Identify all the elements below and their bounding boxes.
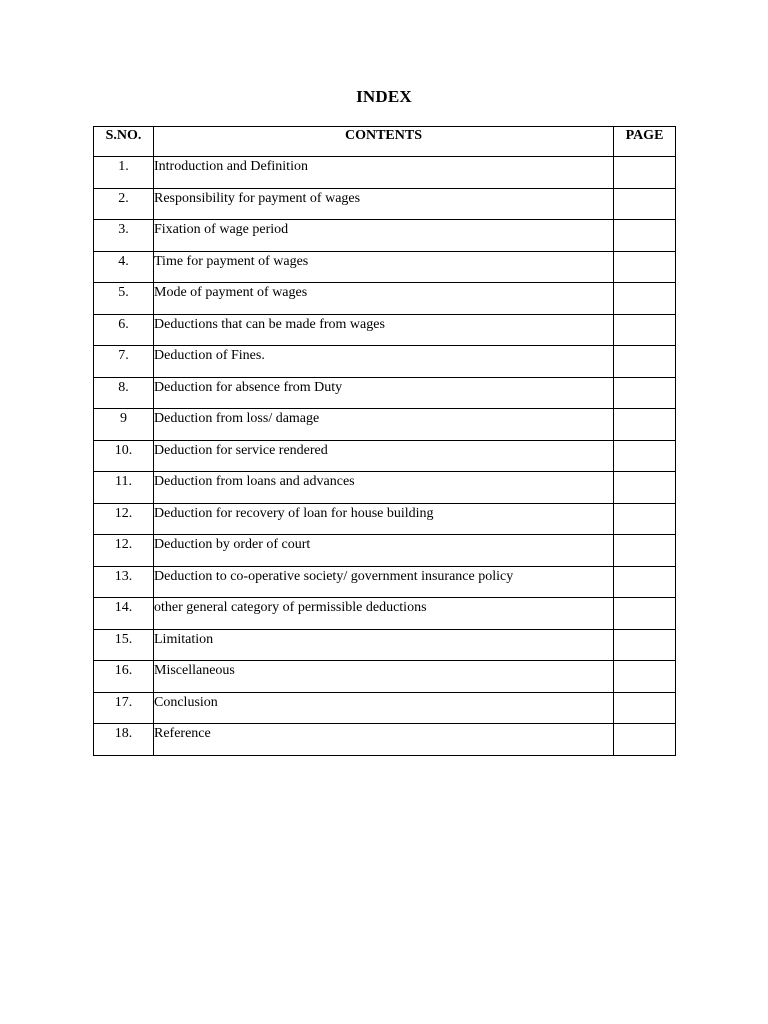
row-contents: Deductions that can be made from wages (154, 314, 614, 346)
row-contents: Deduction for recovery of loan for house building (154, 503, 614, 535)
row-sno: 11. (94, 472, 154, 504)
row-page (614, 188, 676, 220)
row-sno: 17. (94, 692, 154, 724)
table-row (94, 283, 676, 315)
row-contents: Deduction from loans and advances (154, 472, 614, 504)
header-page: PAGE (614, 127, 676, 157)
table-row (94, 503, 676, 535)
row-contents: Time for payment of wages (154, 251, 614, 283)
row-contents: Miscellaneous (154, 661, 614, 693)
row-sno: 7. (94, 346, 154, 378)
table-row (94, 409, 676, 441)
row-contents: Deduction of Fines. (154, 346, 614, 378)
index-table (93, 126, 676, 756)
row-page (614, 566, 676, 598)
row-page (614, 440, 676, 472)
row-page (614, 692, 676, 724)
row-page (614, 346, 676, 378)
row-contents: Deduction to co-operative society/ government insurance policy (154, 566, 614, 598)
row-contents: Conclusion (154, 692, 614, 724)
row-contents: Deduction for service rendered (154, 440, 614, 472)
table-row (94, 157, 676, 189)
row-page (614, 377, 676, 409)
row-page (614, 220, 676, 252)
row-page (614, 409, 676, 441)
table-row (94, 377, 676, 409)
row-contents: other general category of permissible deductions (154, 598, 614, 630)
row-sno: 13. (94, 566, 154, 598)
row-contents: Introduction and Definition (154, 157, 614, 189)
header-sno: S.NO. (94, 127, 154, 157)
row-page (614, 157, 676, 189)
row-contents: Fixation of wage period (154, 220, 614, 252)
table-row (94, 251, 676, 283)
row-page (614, 598, 676, 630)
row-contents: Deduction from loss/ damage (154, 409, 614, 441)
row-page (614, 535, 676, 567)
row-contents: Mode of payment of wages (154, 283, 614, 315)
row-page (614, 314, 676, 346)
table-row (94, 629, 676, 661)
page-title: INDEX (356, 87, 412, 106)
table-row (94, 566, 676, 598)
row-sno: 12. (94, 535, 154, 567)
table-row (94, 314, 676, 346)
table-row (94, 188, 676, 220)
row-page (614, 724, 676, 756)
row-contents: Reference (154, 724, 614, 756)
row-sno: 15. (94, 629, 154, 661)
table-row (94, 346, 676, 378)
row-contents: Deduction for absence from Duty (154, 377, 614, 409)
row-sno: 9 (94, 409, 154, 441)
row-sno: 3. (94, 220, 154, 252)
row-sno: 16. (94, 661, 154, 693)
row-sno: 12. (94, 503, 154, 535)
row-page (614, 251, 676, 283)
row-sno: 18. (94, 724, 154, 756)
row-sno: 14. (94, 598, 154, 630)
table-row (94, 535, 676, 567)
table-row (94, 598, 676, 630)
table-row (94, 661, 676, 693)
row-page (614, 472, 676, 504)
row-page (614, 503, 676, 535)
row-sno: 5. (94, 283, 154, 315)
row-contents: Responsibility for payment of wages (154, 188, 614, 220)
row-sno: 2. (94, 188, 154, 220)
row-page (614, 661, 676, 693)
row-sno: 10. (94, 440, 154, 472)
header-contents: CONTENTS (154, 127, 614, 157)
row-sno: 1. (94, 157, 154, 189)
row-page (614, 283, 676, 315)
table-body (94, 157, 676, 756)
table-row (94, 440, 676, 472)
row-contents: Limitation (154, 629, 614, 661)
row-page (614, 629, 676, 661)
table-row (94, 472, 676, 504)
row-sno: 6. (94, 314, 154, 346)
table-row (94, 220, 676, 252)
row-sno: 8. (94, 377, 154, 409)
table-header-row (94, 127, 676, 157)
table-row (94, 724, 676, 756)
row-contents: Deduction by order of court (154, 535, 614, 567)
table-row (94, 692, 676, 724)
row-sno: 4. (94, 251, 154, 283)
